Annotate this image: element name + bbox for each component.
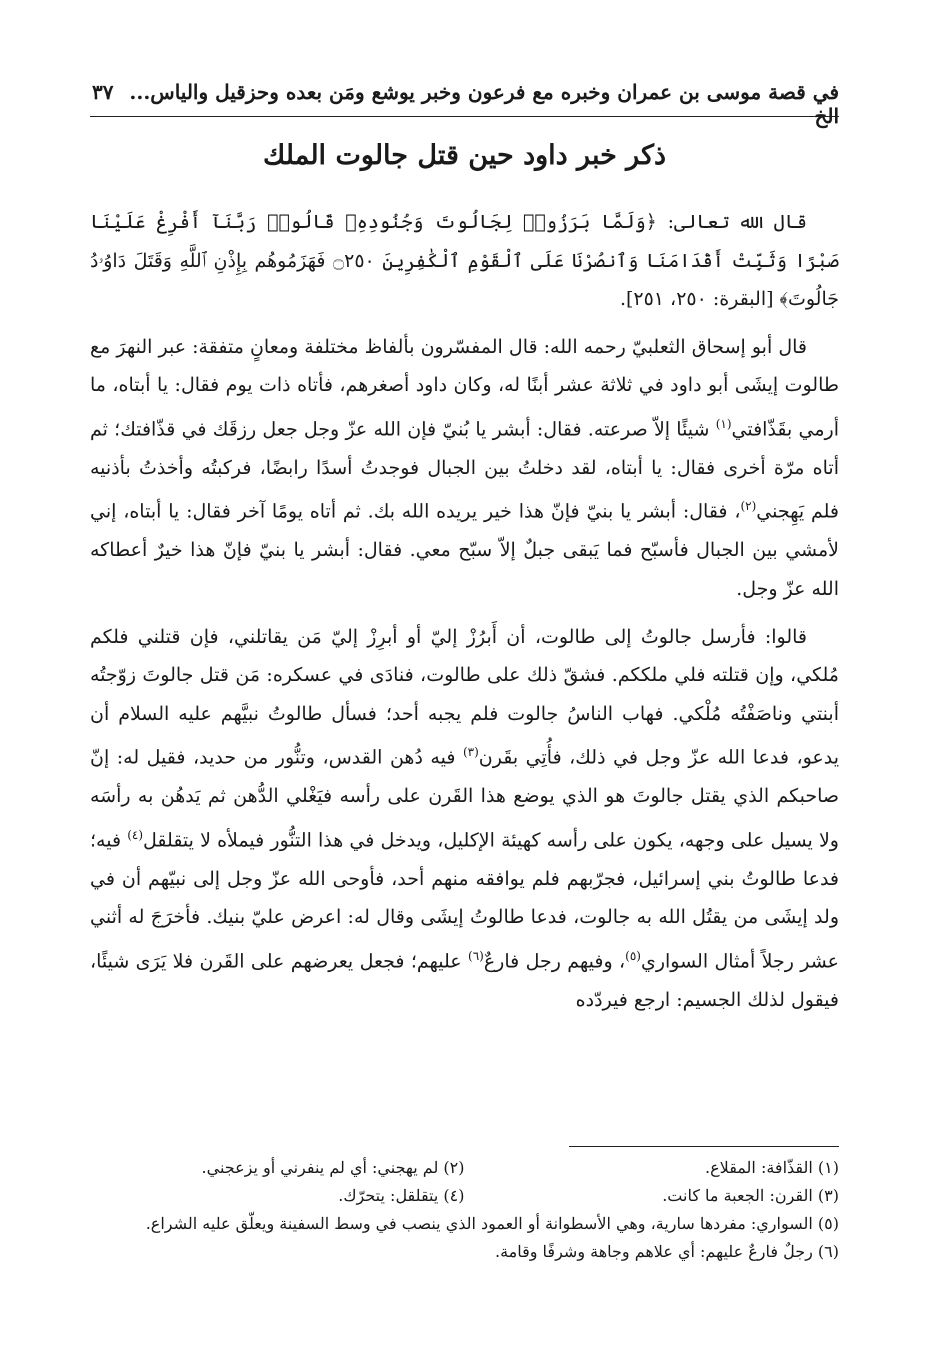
main-text [90, 203, 839, 1029]
text-segment: قالوا: فأرسل جالوتُ إلى طالوت، أن أَبرُزْ إليّ أو أبرِزْ إليّ مَن يقاتلني، فإن قتلني فلكم مُلكي، وإن قتلته فلي ملككم. فشقّ ذلك على طالوت، فنادَى في عسكره: مَن قتل جالوتَ زوّجتُه أبنتي وناصَفْتُه مُلْكي. فهاب الناسُ جالوت فلم يجبه أحد؛ فسأل طالوتُ نبيَّهم عليه السلام أن يدعو، فدعا الله عزّ وجل في ذلك، فأُتِي بقَرن [90, 625, 839, 769]
text-segment: قال أبو إسحاق الثعلبيّ رحمه الله: قال المفسّرون بألفاظ مختلفة ومعانٍ متفقة: عبر النهرَ مع طالوت إيشَى أبو داود في ثلاثة عشر أبنًا له، وكان داود أصغرهم، فأتاه ذات يوم فقال: يا أبتاه، ما أرمي بقَذّافتي [90, 335, 840, 441]
footnotes [90, 1154, 839, 1266]
footnote-6: (٦) رجلٌ فارعٌ عليهم: أي علاهم وجاهة وشرفًا وقامة. [494, 1242, 839, 1261]
footnote-5: (٥) السواري: مفردها سارية، وهي الأسطوانة أو العمود الذي ينصب في وسط السفينة ويعلّق عليه الشراع. [145, 1214, 839, 1233]
footnote-mark: (١) [715, 416, 732, 431]
footnote-3: (٣) القرن: الجعبة ما كانت. [662, 1186, 839, 1205]
text-segment: ، وفيهم رجل فارعٌ [483, 950, 626, 973]
running-title: في قصة موسى بن عمران وخبره مع فرعون وخبر يوشع ومَن بعده وحزقيل والياس... الخ [129, 80, 839, 128]
text-segment: فيه دُهن القدس، وتنُّور من حديد، فقيل له: إنّ صاحبكم الذي يقتل جالوتَ هو الذي يوضع هذا القَرن على رأسه فيَغْلي الدُّهن ثم يَدهُن به رأسَه ولا يسيل على وجهه، يكون على رأسه كهيئة الإكليل، ويدخل في هذا التنُّور فيملأه لا يتقلقل [90, 746, 839, 852]
footnote-row [90, 1154, 839, 1182]
paragraph-quran-quote [90, 203, 839, 319]
footnote-row [90, 1182, 839, 1210]
footnote-mark: (٦) [468, 949, 484, 963]
text-segment: فيه؛ فدعا طالوتُ بني إسرائيل، فجرّبهم فلم يوافقه منهم أحد، فأوحى الله عزّ وجل إلى نبيّهم أن في ولد إيشَى من يقتُل الله به جالوت، فدعا طالوتُ إيشَى وقال له: اعرض عليّ بنيك. فأخرَجَ له أثني عشر رجلاً أمثال السواري [90, 829, 839, 973]
footnote-4: (٤) يتقلقل: يتحرّك. [338, 1186, 465, 1205]
text-segment: شيئًا إلاّ صرعته. فقال: أبشر يا بُنيّ فإن الله عزّ وجل جعل رزقَك في قذّافتك؛ ثم أتاه مرّة أخرى فقال: يا أبتاه، لقد دخلتُ بين الجبال فوجدتُ أسدًا رابضًا، فركبتُه وأخذتُ بأذنيه فلم يَهِجني [90, 418, 839, 523]
text-segment: عليهم؛ فجعل يعرضهم على القَرن فلا يَرَى شيئًا، فيقول لذلك الجسيم: ارجع فيردّده [90, 950, 839, 1011]
footnote-mark: (٤) [127, 827, 144, 842]
footnote-2: (٢) لم يهجني: أي لم ينفرني أو يزعجني. [201, 1158, 465, 1177]
paragraph-thalabi [90, 328, 839, 609]
quran-quote: قال الله تعالى: ﴿وَلَمَّا بَرَزُوا۟ لِجَالُوتَ وَجُنُودِهِۦ قَالُوا۟ رَبَّنَآ أَفْرِغْ عَلَيْنَا صَبْرًا وَثَبِّتْ أَقْدَامَنَا وَٱنصُرْنَا عَلَى ٱلْقَوْمِ ٱلْكَٰفِرِينَ ۝٢٥٠ فَهَزَمُوهُم بِإِذْنِ ٱللَّهِ وَقَتَلَ دَاوُۥدُ جَالُوتَ﴾ [البقرة: ٢٥٠، ٢٥١]. [90, 211, 839, 311]
chapter-title: ذكر خبر داود حين قتل جالوت الملك [263, 140, 666, 171]
running-header [92, 80, 839, 128]
footnote-mark: (٣) [462, 745, 479, 760]
footnote-mark: (٥) [625, 949, 641, 963]
footnote-1: (١) القذّافة: المقلاع. [705, 1158, 839, 1177]
header-rule [90, 116, 839, 117]
footnote-mark: (٢) [740, 499, 757, 514]
page-number: ٣٧ [92, 80, 114, 104]
footnote-rule [569, 1146, 839, 1147]
paragraph-goliath [90, 618, 839, 1020]
text-segment: ، فقال: أبشر يا بنيّ فإنّ هذا خير يريده الله بك. ثم أتاه يومًا آخر فقال: يا أبتاه، إني لأمشي بين الجبال فأسبّح فما يَبقى جبلٌ إلاّ سبّح معي. فقال: أبشر يا بنيّ فإنّ هذا خيرٌ أعطاكه الله عزّ وجل. [90, 500, 839, 600]
